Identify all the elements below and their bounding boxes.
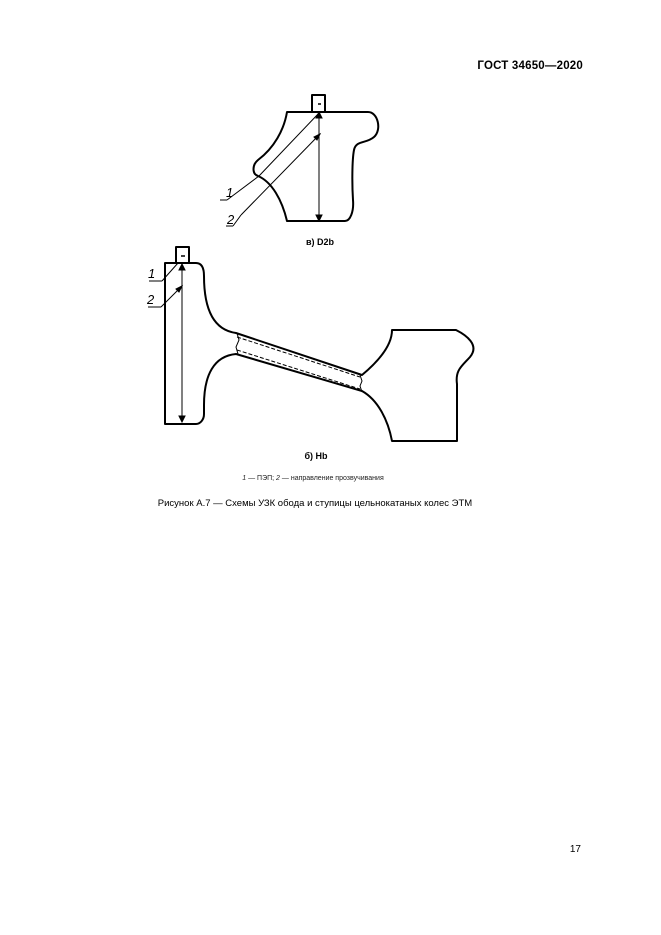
figure-legend [0, 475, 626, 482]
legend-num-2: 2 [276, 475, 280, 482]
label-1-b: 1 [148, 266, 156, 281]
subfigure-caption-a: в) D2b [305, 237, 335, 247]
page-number: 17 [569, 844, 581, 855]
label-2-b: 2 [147, 292, 155, 307]
transducer-b [176, 247, 189, 263]
label-2-a: 2 [227, 212, 235, 227]
legend-text-2: — направление прозвучивания [279, 475, 384, 482]
wheel-profile-b [165, 263, 473, 441]
subfigure-caption-b: б) Hb [304, 451, 328, 461]
document-id: ГОСТ 34650—2020 [477, 60, 583, 72]
legend-num-1: 1 [242, 475, 247, 482]
rim-profile-a [254, 112, 379, 221]
legend-text-1: — ПЭП; [246, 475, 277, 482]
figure-caption: Рисунок А.7 — Схемы УЗК обода и ступицы цельнокатаных колес ЭТМ [157, 498, 473, 509]
label-1-a: 1 [226, 185, 234, 200]
